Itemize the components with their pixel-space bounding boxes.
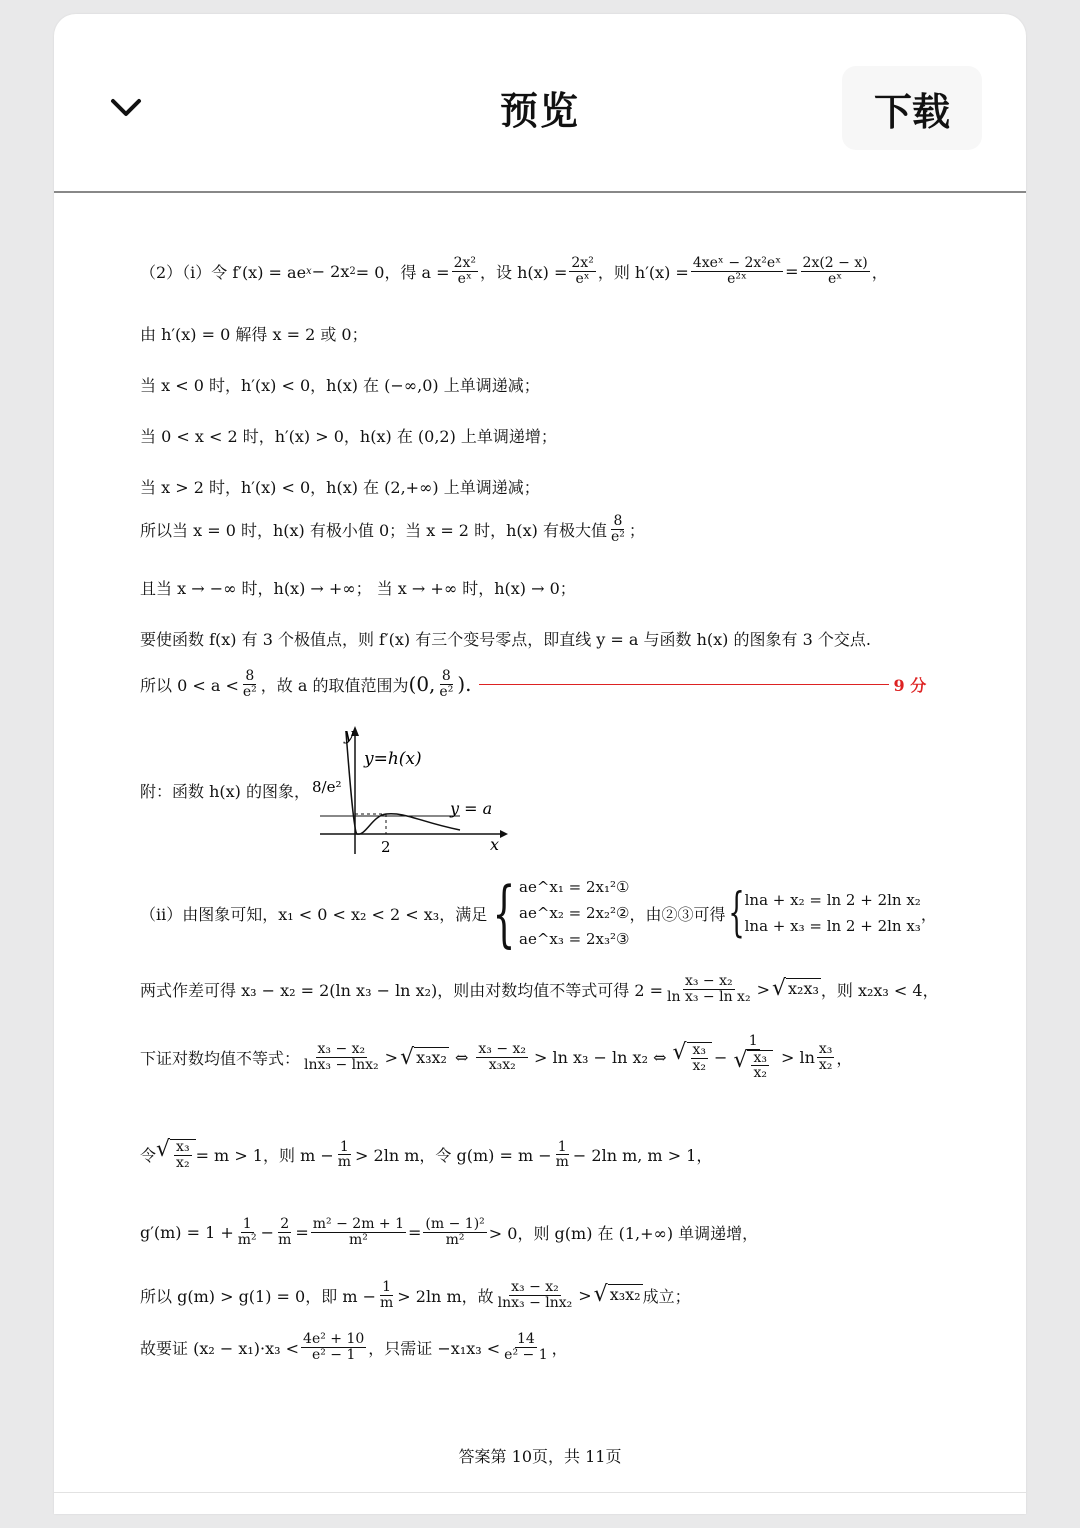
fraction: $\frac{\text{4e² + 10}}{\text{e² − 1}}$ <box>303 1331 365 1363</box>
text: ，故 a 的取值范围为 <box>260 675 409 695</box>
text: 令 <box>140 1146 157 1166</box>
text: − 2x <box>311 261 350 281</box>
page-title: 预览 <box>499 89 580 133</box>
doc-line: 所以 g(m) > g(1) = 0，即 m − $\frac{1}{m}$ > 2ln m，故 $\frac{\text{x₃ − x₂}}{\text{lnx₃ − lnx₂}}$ > √ x₃x₂ 成立； <box>140 1279 691 1311</box>
sqrt: √ x₂x₃ <box>771 976 819 1002</box>
doc-line: g′(m) = 1 + $\frac{1}{\text{m²}}$ − $\frac{2}{m}$ = $\frac{\text{m² − 2m + 1}}{\text{m²}}$ = $\frac{\text{(m − 1)²}}{\text{m²}}$ > 0，则 g(m) 在 (1,+∞) 单调递增， <box>140 1216 759 1248</box>
tick-2: 2 <box>381 838 391 856</box>
fraction: $\frac{\text{x₃ − x₂}}{\text{ln x₃ − ln x₂}}$ <box>667 973 751 1005</box>
fraction: $\frac{1}{m}$ <box>555 1138 569 1171</box>
fraction: $\frac{\text{2x²}}{\text{eˣ}}$ <box>571 255 594 287</box>
text: 两式作差可得 x₃ − x₂ = 2(ln x₃ − ln x₂)，则由对数均值不等式可得 2 = <box>140 980 664 1000</box>
brace: { <box>492 871 516 955</box>
fraction: $\frac{8}{\text{e²}}$ <box>242 668 257 700</box>
fraction: $\frac{2x(2 - x)}{\text{eˣ}}$ <box>802 255 868 287</box>
score-line <box>479 684 889 685</box>
text: 所以 0 < a < <box>140 675 239 695</box>
text: > ln x₃ − ln x₂ ⇔ <box>534 1048 667 1068</box>
doc-line <box>140 1139 712 1170</box>
fraction: $\frac{\text{x₃ − x₂}}{\text{lnx₃ − lnx₂}}$ <box>304 1041 379 1074</box>
fraction: $\frac{\text{x₃}}{\text{x₂}}$ <box>818 1041 833 1074</box>
x-label: x <box>490 835 500 854</box>
doc-line: 当 0 < x < 2 时，h′(x) > 0，h(x) 在 (0,2) 上单调递增； <box>140 427 557 446</box>
doc-line: 由 h′(x) = 0 解得 x = 2 或 0； <box>140 325 368 344</box>
fraction: $\frac{\text{4xeˣ − 2x²eˣ}}{\text{e²ˣ}}$ <box>692 255 782 287</box>
bottom-divider <box>54 1492 1026 1493</box>
sqrt: √ x₃x₂ <box>400 1044 447 1070</box>
equation: ae^x₂ = 2x₂²② <box>519 904 630 922</box>
h-graph <box>310 724 510 859</box>
text: ，则 h′(x) = <box>597 262 689 282</box>
doc-line <box>140 871 937 955</box>
system-2 <box>745 887 921 939</box>
doc-line <box>140 514 645 544</box>
preview-sheet <box>54 14 1026 1514</box>
system-1 <box>519 874 629 952</box>
text: > ln <box>780 1048 815 1068</box>
fraction: 1 √ $\frac{\text{x₃}}{\text{x₂}}$ <box>731 1034 775 1081</box>
fraction: $\frac{1}{m}$ <box>337 1138 352 1171</box>
header-divider <box>54 191 1026 193</box>
fraction: $\frac{14}{\text{e² − 1}}$ <box>504 1331 548 1363</box>
doc-line: 下证对数均值不等式： $\frac{\text{x₃ − x₂}}{\text{lnx₃ − lnx₂}}$ > √ x₃x₂ ⇔ $\frac{\text{x₃ − x₂}}{\text{x₃x₂}}$ > ln x₃ − ln x₂ ⇔ √ $\frac{\text{x₃}}{\text{x₂}}$ − 1 √ $\frac{\text{x₃}}{\text{x₂}}$ > ln $\frac{\text{x₃}}{\text{x₂}}$ ， <box>140 1033 853 1082</box>
x-axis-arrow <box>500 830 508 838</box>
sqrt: √ $\frac{\text{x₃}}{\text{x₂}}$ <box>156 1139 196 1170</box>
h-curve <box>346 732 460 834</box>
fraction: $\frac{\text{m² − 2m + 1}}{\text{m²}}$ <box>312 1216 405 1248</box>
doc-line <box>140 669 926 699</box>
fraction: $\frac{\text{x₃ − x₂}}{\text{lnx₃ − lnx₂}}$ <box>497 1279 573 1311</box>
text: = 0，得 a = <box>355 262 450 282</box>
text: g′(m) = 1 + <box>140 1222 234 1242</box>
text: ，则 x₂x₃ < 4， <box>820 980 939 1000</box>
download-button[interactable]: 下载 <box>842 66 982 150</box>
text: 成立； <box>642 1286 691 1306</box>
brace: { <box>727 883 745 943</box>
text: ， <box>920 904 937 924</box>
text: = <box>785 261 799 281</box>
text: 故要证 (x₂ − x₁)·x₃ < <box>140 1338 300 1358</box>
text: (0, <box>408 672 436 697</box>
equation: ae^x₁ = 2x₁²① <box>519 878 630 896</box>
text: ； <box>628 520 645 540</box>
text: 所以当 x = 0 时，h(x) 有极小值 0；当 x = 2 时，h(x) 有极大值 <box>140 520 607 540</box>
text: > 2ln m，故 <box>397 1286 494 1306</box>
doc-line: 当 x < 0 时，h′(x) < 0，h(x) 在 (−∞,0) 上单调递减； <box>140 376 540 395</box>
fraction: $\frac{1}{m}$ <box>379 1279 394 1311</box>
doc-line <box>140 1332 568 1362</box>
equation: ae^x₃ = 2x₃²③ <box>519 930 630 948</box>
text: 下证对数均值不等式： <box>140 1049 301 1069</box>
fraction: $\frac{8}{\text{e²}}$ <box>610 513 625 545</box>
y-label: y <box>344 725 354 745</box>
text: ， <box>551 1338 568 1358</box>
sqrt: √ $\frac{\text{x₃}}{\text{x₂}}$ <box>672 1042 712 1073</box>
sqrt: √ x₃x₂ <box>593 1282 641 1308</box>
text: = m > 1，则 m − <box>195 1146 334 1166</box>
doc-line: 当 x > 2 时，h′(x) < 0，h(x) 在 (2,+∞) 上单调递减； <box>140 478 540 497</box>
equation: lna + x₂ = ln 2 + 2ln x₂ <box>744 891 921 909</box>
peak-label: 8/e² <box>312 778 342 796</box>
text: > 0，则 g(m) 在 (1,+∞) 单调递增， <box>488 1223 759 1243</box>
text: − 2ln m, m > 1， <box>572 1146 713 1166</box>
text: （ii）由图象可知，x₁ < 0 < x₂ < 2 < x₃，满足 <box>140 904 488 924</box>
fraction: $\frac{\text{2x²}}{\text{eˣ}}$ <box>453 255 476 287</box>
doc-line: 且当 x → −∞ 时，h(x) → +∞； 当 x → +∞ 时，h(x) → 0； <box>140 579 576 598</box>
curve-label: y=h(x) <box>364 749 422 769</box>
doc-line: 两式作差可得 x₃ − x₂ = 2(ln x₃ − ln x₂)，则由对数均值不等式可得 2 = $\frac{\text{x₃ − x₂}}{\text{ln x₃ − ln x₂}}$ > √ x₂x₃ ，则 x₂x₃ < 4， <box>140 973 939 1005</box>
text: （2）（i）令 f′(x) = ae <box>140 262 307 282</box>
fraction: $\frac{2}{m}$ <box>278 1216 292 1248</box>
score-label: 9 分 <box>893 675 927 695</box>
fraction: $\frac{1}{\text{m²}}$ <box>237 1216 257 1248</box>
doc-line: 附：函数 h(x) 的图象， <box>140 782 310 801</box>
top-bar <box>54 14 1026 192</box>
text: ，设 h(x) = <box>479 262 568 282</box>
doc-line: 要使函数 f(x) 有 3 个极值点，则 f′(x) 有三个变号零点，即直线 y = a 与函数 h(x) 的图象有 3 个交点. <box>140 630 871 649</box>
page-footer: 答案第 10页，共 11页 <box>458 1447 622 1466</box>
text: ，只需证 −x₁x₃ < <box>368 1338 501 1358</box>
text: − <box>260 1222 275 1242</box>
fraction: $\frac{\text{x₃ − x₂}}{\text{x₃x₂}}$ <box>478 1041 527 1074</box>
text: ， <box>871 262 888 282</box>
equation: lna + x₃ = ln 2 + 2ln x₃ <box>744 917 921 935</box>
text: > 2ln m，令 g(m) = m − <box>355 1146 552 1166</box>
fraction: $\frac{8}{\text{e²}}$ <box>439 668 454 700</box>
text: ，由②③可得 <box>629 904 726 924</box>
fraction: $\frac{\text{(m − 1)²}}{\text{m²}}$ <box>425 1216 485 1248</box>
text: ). <box>457 672 472 697</box>
line-label: y = a <box>450 799 493 818</box>
doc-line: （2）（i）令 f′(x) = ae x − 2x 2 = 0，得 a = $\frac{\text{2x²}}{\text{eˣ}}$ ，设 h(x) = $\frac{\text{2x²}}{\text{eˣ}}$ ，则 h′(x) = $\frac{\text{4xeˣ − 2x²eˣ}}{\text{e²ˣ}}$ = $\frac{2x(2 - x)}{\text{eˣ}}$ ， <box>140 255 888 287</box>
text: 所以 g(m) > g(1) = 0，即 m − <box>140 1286 376 1306</box>
